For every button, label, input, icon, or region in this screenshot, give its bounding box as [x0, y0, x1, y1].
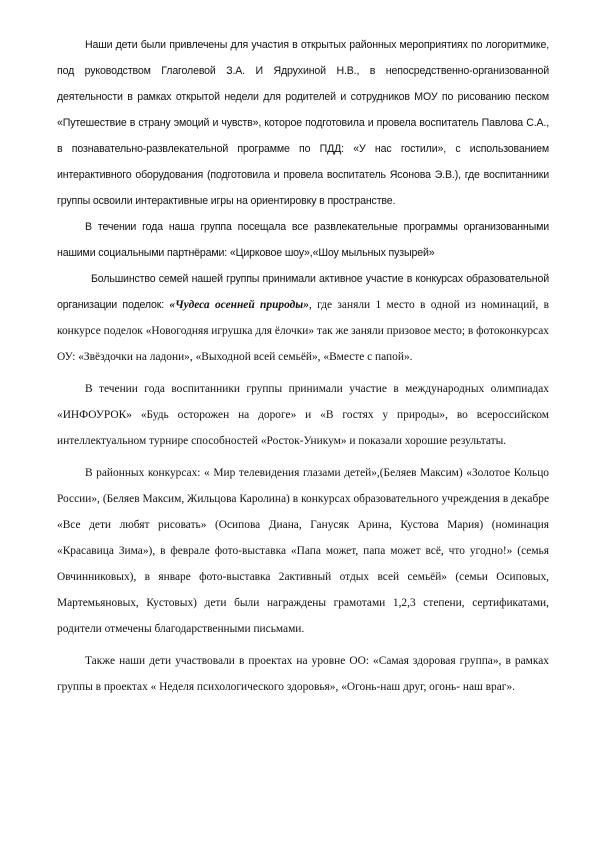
crafts-contest-title: «Чудеса осенней природы» [169, 299, 309, 311]
paragraph-crafts-contests [57, 266, 549, 370]
paragraph-olympiads: В течении года воспитанники группы принимали участие в международных олимпиадах «ИНФОУРОК» «Будь осторожен на дороге» и «В гостях у природы», во всероссийском интеллектуальном турнире способностей «Росток-Уникум» и показали хорошие результаты. [57, 383, 549, 447]
crafts-rest-text: , где заняли 1 место в одной из номинаций, в конкурсе поделок «Новогодняя игрушка для ёлочки» так же заняли призовое место; в фотоконкурсах ОУ: «Звёздочки на ладони», «Выходной всей семьёй», «Вместе с папой». [57, 299, 549, 363]
paragraph-projects: Также наши дети участвовали в проектах на уровне ОО: «Самая здоровая группа», в рамках группы в проектах « Неделя психологического здоровья», «Огонь-наш друг, огонь- наш враг». [57, 655, 549, 693]
paragraph-entertainment-programs: В течении года наша группа посещала все развлекательные программы организованными нашими социальными партнёрами: «Цирковое шоу»,«Шоу мыльных пузырей» [57, 221, 549, 259]
paragraph-open-events: Наши дети были привлечены для участия в открытых районных мероприятиях по логоритмике, под руководством Глаголевой З.А. И Ядрухиной Н.В., в непосредственно-организованной деятельности в рамках открытой недели для родителей и сотрудников МОУ по рисованию песком «Путешествие в страну эмоций и чувств», которое подготовила и провела воспитатель Павлова С.А., в познавательно-развлекательной программе по ПДД: «У нас гостили», с использованием интерактивного оборудования (подготовила и провела воспитатель Ясонова Э.В.), где воспитанники группы освоили интерактивные игры на ориентировку в пространстве. [57, 39, 549, 207]
document-body [57, 32, 549, 700]
paragraph-district-contests: В районных конкурсах: « Мир телевидения глазами детей»,(Беляев Максим) «Золотое Кольцо России», (Беляев Максим, Жильцова Каролина) в конкурсах образовательного учреждения в декабре «Все дети любят рисовать» (Осипова Диана, Ганусяк Арина, Кустова Мария) (номинация «Красавица Зима»), в феврале фото-выставка «Папа может, папа может всё, что угодно!» (семья Овчинниковых), в январе фото-выставка 2активный отдых всей семьёй» (семьи Осиповых, Мартемьяновых, Кустовых) дети были награждены грамотами 1,2,3 степени, сертификатами, родители отмечены благодарственными письмами. [57, 467, 549, 635]
crafts-lead-text: Большинство семей нашей группы принимали активное участие в конкурсах образовательной организации поделок: [57, 273, 549, 311]
